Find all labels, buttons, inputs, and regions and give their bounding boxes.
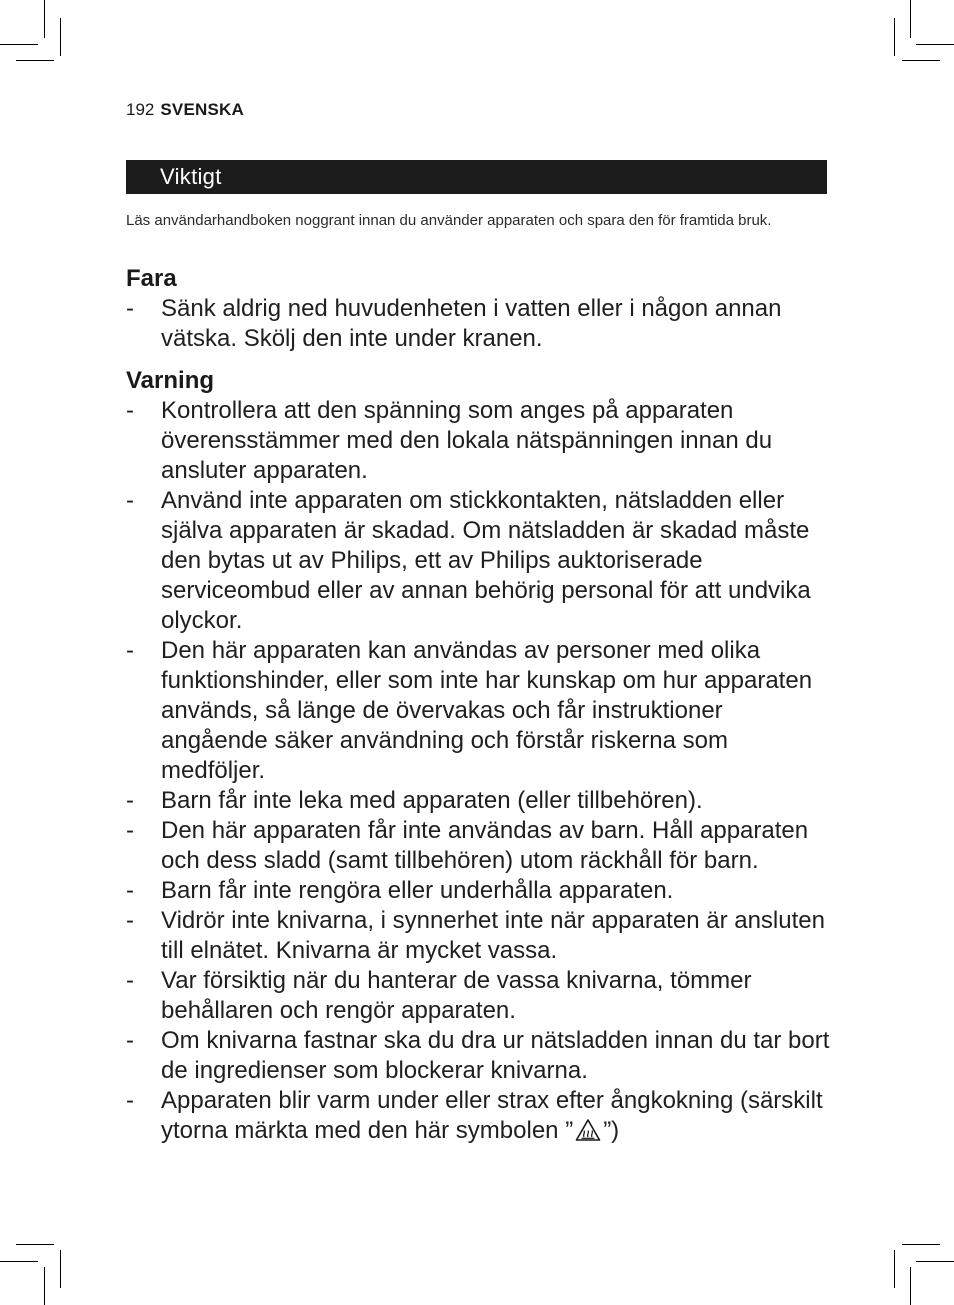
bullet-dash: -: [126, 1027, 134, 1054]
list-item: [126, 906, 831, 966]
section-title-bar: [126, 160, 827, 194]
crop-mark: [0, 44, 38, 45]
crop-mark: [902, 60, 940, 61]
crop-mark: [0, 1261, 38, 1262]
list-item: [126, 1086, 831, 1150]
crop-mark: [916, 44, 954, 45]
bullet-dash: -: [126, 295, 134, 322]
warning-item-text: Vidrör inte knivarna, i synnerhet inte när apparaten är ansluten till elnätet. Knivarna är mycket vassa.: [161, 907, 825, 964]
warning-item-text: Den här apparaten får inte användas av barn. Håll apparaten och dess sladd (samt tillbehören) utom räckhåll för barn.: [161, 817, 809, 874]
warning-list: [126, 396, 831, 1150]
crop-mark: [902, 1244, 940, 1245]
crop-mark: [60, 1250, 61, 1288]
list-item: [126, 294, 831, 354]
bullet-dash: -: [126, 397, 134, 424]
intro-text: Läs användarhandboken noggrant innan du använder apparaten och spara den för framtida bruk.: [126, 212, 772, 229]
crop-mark: [910, 0, 911, 38]
crop-mark: [60, 18, 61, 56]
list-item: [126, 786, 831, 816]
list-item: [126, 486, 831, 636]
list-item: [126, 1026, 831, 1086]
bullet-dash: -: [126, 787, 134, 814]
warning-item-text: Barn får inte leka med apparaten (eller tillbehören).: [161, 787, 703, 814]
warning-heading: Varning: [126, 367, 215, 394]
list-item: [126, 876, 831, 906]
crop-mark: [910, 1267, 911, 1305]
danger-heading: Fara: [126, 265, 177, 292]
hot-surface-warning-icon: [575, 1118, 601, 1150]
bullet-dash: -: [126, 877, 134, 904]
section-title: Viktigt: [160, 164, 222, 189]
crop-mark: [894, 1250, 895, 1288]
page-number: 192: [126, 100, 155, 119]
crop-mark: [916, 1261, 954, 1262]
warning-item-text: Barn får inte rengöra eller underhålla apparaten.: [161, 877, 674, 904]
list-item: [126, 636, 831, 786]
bullet-dash: -: [126, 487, 134, 514]
bullet-dash: -: [126, 817, 134, 844]
warning-item-text: Apparaten blir varm under eller strax efter ångkokning (särskilt ytorna märkta med den här symbolen ”: [161, 1087, 823, 1144]
list-item: [126, 816, 831, 876]
bullet-dash: -: [126, 637, 134, 664]
crop-mark: [44, 0, 45, 38]
crop-mark: [16, 60, 54, 61]
list-item: [126, 966, 831, 1026]
crop-mark: [16, 1244, 54, 1245]
crop-mark: [44, 1267, 45, 1305]
safety-content: [126, 264, 831, 1150]
warning-item-text: Den här apparaten kan användas av personer med olika funktionshinder, eller som inte har kunskap om hur apparaten används, så länge de övervakas och får instruktioner angående säker användning och förstår riskerna som medföljer.: [161, 637, 813, 784]
warning-item-text: Var försiktig när du hanterar de vassa knivarna, tömmer behållaren och rengör apparaten.: [161, 967, 752, 1024]
crop-mark: [894, 18, 895, 56]
warning-item-text: Om knivarna fastnar ska du dra ur nätsladden innan du tar bort de ingredienser som blockerar knivarna.: [161, 1027, 830, 1084]
bullet-dash: -: [126, 907, 134, 934]
danger-list: [126, 294, 831, 354]
language-label: SVENSKA: [160, 100, 244, 119]
bullet-dash: -: [126, 1087, 134, 1114]
warning-item-text-end: ”): [603, 1117, 620, 1144]
warning-item-text: Använd inte apparaten om stickkontakten, nätsladden eller själva apparaten är skadad. Om nätsladden är skadad måste den bytas ut av Philips, ett av Philips auktoriserade serviceombud eller av annan behörig personal för att undvika olyckor.: [161, 487, 811, 634]
list-item: [126, 396, 831, 486]
danger-item-text: Sänk aldrig ned huvudenheten i vatten eller i någon annan vätska. Skölj den inte under kranen.: [161, 295, 782, 352]
page-header: [126, 100, 244, 120]
bullet-dash: -: [126, 967, 134, 994]
warning-item-text: Kontrollera att den spänning som anges på apparaten överensstämmer med den lokala nätspänningen innan du ansluter apparaten.: [161, 397, 773, 484]
